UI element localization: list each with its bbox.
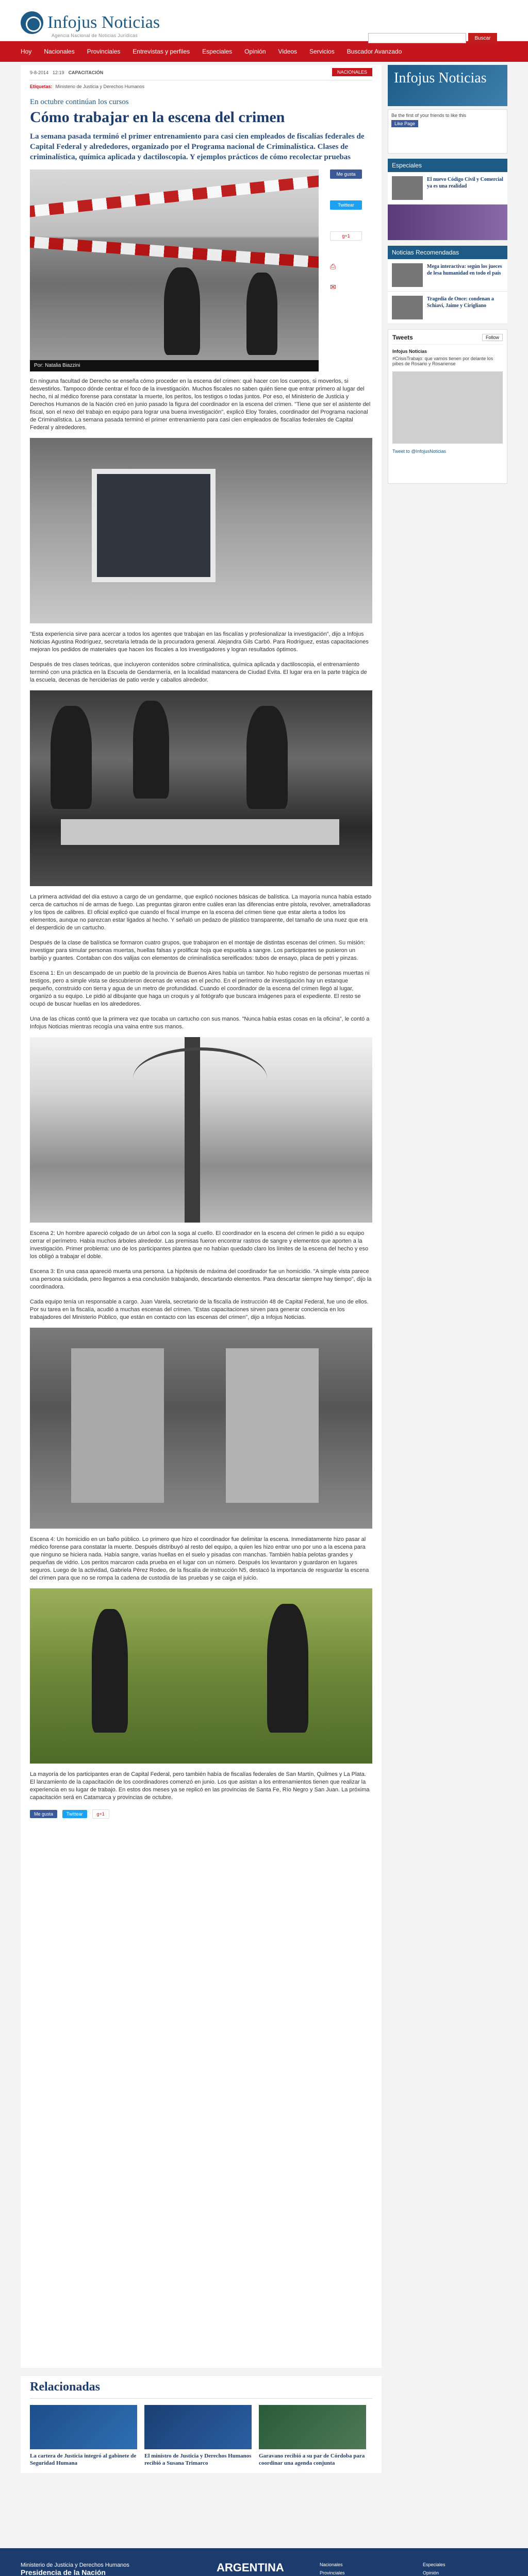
slogan-bottom: [217, 2574, 284, 2576]
especiales-header: Especiales: [388, 159, 507, 172]
nav-item-videos[interactable]: Videos: [278, 48, 298, 55]
paragraph-2: "Esta experiencia sirve para acercar a todos los agentes que trabajan en las fiscalías y profesionalizar la investigación", dijo a Infojus Noticias Agustina Rodríguez, secretaria letrada de la procuradora general. Alejandra Gils Carbó. Para Rodríguez, estas capacitaciones mejoran los pedidos de materiales que hacen los fiscales a los investigadores y logran resultados óptimos.: [30, 631, 369, 653]
breadcrumb: [30, 80, 372, 93]
paragraph-3: Después de tres clases teóricas, que incluyeron contenidos sobre criminalística, química aplicada y dactiloscopia, el entrenamiento terminó con una práctica en la Escuela de Gendarmería, en la localidad matancera de Ciudad Evita. El lugar era en la parte trágica de la escuela, decenas de herciderias de patio verde y caballos alrededor.: [30, 662, 367, 683]
paragraph-8: Escena 2: Un hombre apareció colgado de un árbol con la soga al cuello. El coordinador en la escena del crimen le pidió a su equipo cerrar el perímetro. Había muchos árboles alrededor. Las premisas fueron encontrar rastros de sangre y elementos que aporten a la investigación. Primer problema: uno de los participantes plantea que no habían quedado claro los límites de la escena del hecho y eso los obligó a trabajar el doble.: [30, 1230, 369, 1260]
tweet-image[interactable]: [392, 371, 503, 444]
footer-links-2: [423, 2561, 455, 2576]
search-input[interactable]: [368, 33, 466, 43]
related-card[interactable]: [259, 2405, 366, 2467]
nav-item-entrevistas[interactable]: Entrevistas y perfiles: [133, 48, 190, 55]
article-photo-weapons: [30, 690, 372, 886]
recomendadas-header: Noticias Recomendadas: [388, 246, 507, 259]
especial-item[interactable]: [388, 172, 507, 205]
nav-item-opinion[interactable]: Opinión: [244, 48, 266, 55]
print-icon[interactable]: ⎙: [330, 262, 336, 270]
footer-link[interactable]: Opinión: [423, 2570, 439, 2575]
recomendada-item[interactable]: [388, 292, 507, 324]
hero-photo: [30, 170, 319, 360]
tweet-to-link[interactable]: Tweet to @InfojusNoticias: [392, 449, 447, 454]
recomendada-title[interactable]: Mega interactiva: según los jueces de lesa humanidad en todo el país: [427, 264, 502, 276]
paragraph-1: En ninguna facultad de Derecho se enseña cómo proceder en la escena del crimen: qué hacer con los cuerpos, si moverlos, si desvestirlos. Tampoco dónde centrar el foco de la investigación. Muchos fiscales no saben quién tiene que entrar primero al lugar del hecho, ni al médico forense para constatar la muerte, los peritos, los testigos o todas juntos. Por eso, el Ministerio de Justicia y Derechos Humanos de la Nación creó en junio pasado la figura del coordinador en la escena del crimen. "Tiene que ser el asistente del fiscal, son el nexo del trabajo en equipo para lograr una buena investigación", explicó Eloy Torales, coordinador del Programa nacional de Criminalística. La semana pasada terminó el primer entrenamiento para casi cien empleados de fiscalías federales de Capital Federal y alrededores.: [30, 378, 371, 431]
related-section: [21, 2376, 382, 2473]
related-card[interactable]: [144, 2405, 252, 2467]
tweets-title: Tweets: [392, 334, 413, 341]
article-section: CAPACITACIÓN: [68, 70, 104, 75]
twitter-widget: [388, 329, 507, 484]
fb-text: Be the first of your friends to like this: [391, 113, 467, 118]
search-button[interactable]: Buscar: [468, 33, 497, 43]
bottom-facebook-button[interactable]: Me gusta: [30, 1810, 57, 1818]
tweet-text: #CrisisTrabajo: que vamos tienen por delante los pibes de Rosario y Rosariense: [392, 356, 493, 366]
article-meta: [30, 65, 372, 80]
slogan-top: ARGENTINA: [217, 2561, 284, 2574]
tags-label: Etiquetas:: [30, 84, 53, 89]
facebook-like-button[interactable]: Me gusta: [330, 170, 362, 179]
logo-icon: [21, 11, 43, 34]
article: [21, 65, 382, 2368]
article-title: Cómo trabajar en la escena del crimen: [30, 109, 285, 126]
paragraph-4: La primera actividad del día estuvo a cargo de un gendarme, que explicó nociones básicas de balística. La mayoría nunca había estado cerca de cartuchos ni de armas de fuego. Las preguntas giraron entre cuáles eran las diferencias entre pistola, revolver, ametralladoras y los tipos de calibres. El oficial explicó que cuando el fiscal irrumpe en la escena del crimen tiene que estar alerta a todos los elementos, aunque no parezcan estar ligados al hecho. Y señaló un pedazo de plástico transparente, del tamaño de una nuez que era el desperdicio de un cartucho.: [30, 894, 372, 931]
footer-link[interactable]: Especiales: [423, 2562, 446, 2567]
paragraph-10: Cada equipo tenía un responsable a cargo. Juan Varela, secretario de la fiscalía de instrucción 48 de Capital Federal, fue uno de ellos. Por su tarea en la fiscalía, acudió a muchas escenas del crimen. "Estas capacitaciones sirven para generar conciencia en los trabajadores del Ministerio Público, que están en contacto con las escenas del crimen", dijo a Infojus Noticias.: [30, 1299, 369, 1320]
sidebar: [388, 65, 507, 484]
tweets-header: [392, 334, 503, 345]
nav-item-provinciales[interactable]: Provinciales: [87, 48, 121, 55]
logo-subtitle: Agencia Nacional de Noticias Jurídicas: [52, 33, 138, 38]
bottom-gplus-button[interactable]: g+1: [92, 1809, 109, 1819]
sidebar-banner[interactable]: Infojus Noticias: [388, 65, 507, 106]
gplus-button[interactable]: g+1: [330, 231, 362, 241]
fb-like-page-button[interactable]: Like Page: [391, 120, 418, 127]
related-headline[interactable]: La cartera de Justicia integró al gabinete de Seguridad Humana: [30, 2453, 137, 2466]
article-lead: La semana pasada terminó el primer entrenamiento para casi cien empleados de fiscalías federales de Capital Federal y alrededores, organizado por el Programa nacional de Criminalística. Clases de criminalística, química aplicada y dactiloscopia. Y ejemplos prácticos de cómo recolectar pruebas: [30, 132, 365, 161]
nav-item-hoy[interactable]: Hoy: [21, 48, 32, 55]
article-kicker: En octubre continúan los cursos: [30, 98, 129, 106]
paragraph-5: Después de la clase de balística se formaron cuatro grupos, que trabajaron en el montaje de distintas escenas del crimen. Su misión: investigar para simular personas muertas, huellas falsas y prolificar hoja que espuebla a sangre. Los participantes se pusieron un barbijo y guantes. Contaban con dos valijas con elementos de criminalística sereificados: tubos de ensayo, placa de petri y pinzas.: [30, 940, 365, 961]
paragraph-9: Escena 3: En una casa apareció muerta una persona. La hipótesis de máxima del coordinador fue un homicidio. "A simple vista parece una persona suicidada, pero llegamos a esa conclusión trabajando, descartando elementos. Para descartar siempre hay tiempo", dijo la coordinadora.: [30, 1268, 372, 1290]
recomendada-item[interactable]: [388, 259, 507, 292]
related-title: Relacionadas: [30, 2376, 372, 2399]
logo-text: Infojus Noticias: [47, 13, 160, 32]
nav-item-nacionales[interactable]: Nacionales: [44, 48, 75, 55]
paragraph-11: Escena 4: Un homicidio en un baño público. Lo primero que hizo el coordinador fue delimitar la escena. Inmediatamente hizo pasar al médico forense para constatar la muerte. Después distribuyó al resto del equipo, a quien les hizo entrar uno por uno a la escena para que ninguno se hiciera nada. Había sangre, varias huellas en el suelo y pisadas con manchas. También había pelotas grandes y pequeñas de vidrio. Los peritos marcaron cada prueba en el lugar con un número. Después los levantaron y guardaron en lugares seguros. Luego de la actividad, Gabriela Pérez Rodeo, de la fiscalía de instrucción N5, destacó la importancia de resguardar la escena del crimen para que no se rompa la cadena de custodia de las pruebas y se caiga el juicio.: [30, 1536, 369, 1581]
related-image[interactable]: [30, 2405, 137, 2449]
twitter-share-button[interactable]: Twittear: [330, 200, 362, 210]
section-tag[interactable]: NACIONALES: [332, 68, 372, 76]
footer-link[interactable]: Nacionales: [320, 2562, 343, 2567]
footer-ministry: Ministerio de Justicia y Derechos Humanos: [21, 2562, 129, 2568]
article-time: 12:19: [53, 70, 64, 75]
footer-links-1: [320, 2561, 362, 2576]
bottom-twitter-button[interactable]: Twittear: [62, 1810, 87, 1818]
article-photo-window: [30, 438, 372, 623]
bottom-share-bar: [30, 1809, 372, 1819]
recomendada-thumb[interactable]: [392, 263, 423, 287]
site-logo[interactable]: [21, 11, 160, 34]
paragraph-6: Escena 1: En un descampado de un pueblo de la provincia de Buenos Aires había un tambor. No hubo registro de personas muertas ni testigos, pero a simple vista se descubrieron decenas de venas en el pecho. En el perímetro de investigación hay un estanque pequeño, construido con tierra y agua de un metro de profundidad. Cuando el coordinador de la escena del crimen llegó al lugar, organizó a su equipo. Le pidió al dibujante que haga un croquis y al fotógrafo que buscara imágenes para el expediente. El resto se ocupó de buscar huellas en los alrededores.: [30, 970, 370, 1007]
related-grid: [30, 2405, 372, 2467]
footer-slogan: [217, 2562, 284, 2576]
footer: [0, 2548, 528, 2576]
article-date: 9-8-2014: [30, 70, 49, 75]
related-headline[interactable]: Garavano recibió a su par de Córdoba para coordinar una agenda conjunta: [259, 2453, 365, 2466]
footer-link[interactable]: Provinciales: [320, 2570, 345, 2575]
related-image[interactable]: [259, 2405, 366, 2449]
follow-button[interactable]: Follow: [482, 334, 503, 341]
related-headline[interactable]: El ministro de Justicia y Derechos Humanos recibió a Susana Trimarco: [144, 2453, 252, 2466]
paragraph-12: La mayoría de los participantes eran de Capital Federal, pero también había de fiscalías federales de San Martín, Quilmes y La Plata. El lanzamiento de la capacitación de los coordinadores comenzó en junio. Los que asistan a los entrenamientos tienen que realizar la experiencia en su lugar de trabajo. En estos dos meses ya se replicó en las provincias de Santa Fe, Río Negro y San Juan. La próxima capacitación será en Catamarca y provincias de octubre.: [30, 1771, 370, 1801]
especial-title[interactable]: El nuevo Código Civil y Comercial ya es una realidad: [427, 177, 503, 189]
paragraph-7: Una de las chicas contó que la primera vez que tocaba un cartucho con sus manos. "Nunca había estas cosas en la oficina", le contó a Infojus Noticias mientras recogía una vaina entre sus manos.: [30, 1016, 370, 1030]
nav-item-servicios[interactable]: Servicios: [309, 48, 335, 55]
footer-presidency: Presidencia de la Nación: [21, 2568, 106, 2576]
tag-link[interactable]: Ministerio de Justicia y Derechos Humanos: [55, 84, 145, 89]
related-card[interactable]: [30, 2405, 137, 2467]
hero-block: [30, 170, 372, 370]
especial-banner[interactable]: [388, 205, 507, 241]
related-image[interactable]: [144, 2405, 252, 2449]
email-icon[interactable]: ✉: [330, 283, 336, 291]
recomendada-thumb[interactable]: [392, 296, 423, 319]
photo-credit: Por: Natalia Biazzini: [30, 360, 319, 371]
especial-thumb[interactable]: [392, 176, 423, 200]
article-photo-bathroom: [30, 1328, 372, 1529]
facebook-widget: [388, 109, 507, 154]
tweet-author[interactable]: Infojus Noticias: [392, 349, 427, 354]
top-header: [0, 0, 528, 41]
article-photo-tree: [30, 1037, 372, 1223]
nav-item-buscador[interactable]: Buscador Avanzado: [346, 48, 402, 55]
article-photo-field: [30, 1588, 372, 1764]
nav-item-especiales[interactable]: Especiales: [202, 48, 233, 55]
share-column: [330, 170, 376, 303]
recomendada-title[interactable]: Tragedia de Once: condenan a Schiavi, Jaime y Cirigliano: [427, 296, 494, 309]
footer-logo[interactable]: [21, 2562, 129, 2576]
main-nav: [0, 41, 528, 62]
